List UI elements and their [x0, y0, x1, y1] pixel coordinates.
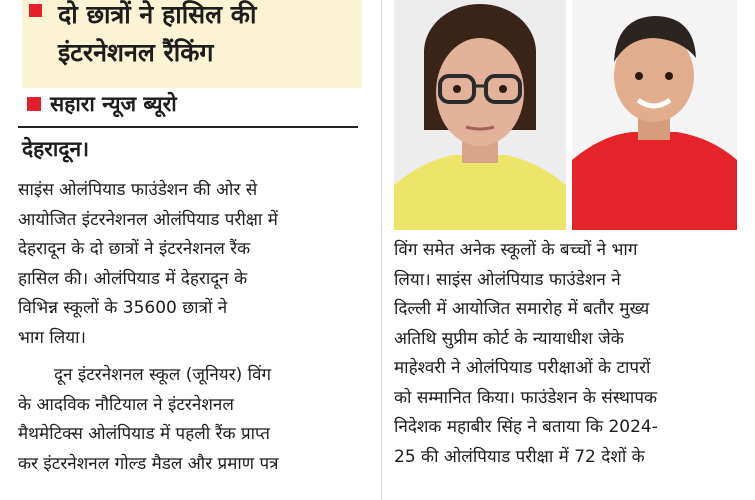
- dateline: देहरादून।: [22, 137, 90, 161]
- body-line: दिल्ली में आयोजित समारोह में बतौर मुख्य: [394, 299, 650, 319]
- body-line: दून इंटरनेशनल स्कूल (जूनियर) विंग: [54, 365, 272, 385]
- body-line: विंग समेत अनेक स्कूलों के बच्चों ने भाग: [394, 240, 638, 260]
- headline-line-2: इंटरनेशनल रैंकिंग: [58, 38, 214, 67]
- boy-portrait-photo: [572, 0, 737, 230]
- body-line: 25 की ओलंपियाड परीक्षा में 72 देशों के: [394, 446, 645, 467]
- byline-bullet-icon: [27, 97, 41, 111]
- body-line: हासिल की। ओलंपियाड में देहरादून के: [18, 268, 248, 289]
- right-column: [394, 236, 737, 472]
- boy-portrait-icon: [572, 0, 737, 230]
- headline-bullet-icon: [29, 4, 42, 17]
- girl-portrait-photo: [394, 0, 566, 230]
- column-separator: [381, 0, 382, 500]
- body-line: माहेश्वरी ने ओलंपियाड परीक्षाओं के टापरों: [394, 358, 651, 378]
- body-line: के आदविक नौटियाल ने इंटरनेशनल: [18, 394, 234, 415]
- headline-line-1: दो छात्रों ने हासिल की: [58, 0, 257, 29]
- body-line: विभिन्न स्कूलों के 35600 छात्रों ने: [18, 298, 228, 318]
- body-line: कर इंटरनेशनल गोल्ड मैडल और प्रमाण पत्र: [18, 453, 279, 474]
- body-line: भाग लिया।: [18, 327, 86, 348]
- left-column: [18, 176, 363, 479]
- byline-rule: [18, 126, 358, 128]
- body-line: निदेशक महाबीर सिंह ने बताया कि 2024-: [394, 417, 658, 437]
- body-line: लिया। साइंस ओलंपियाड फाउंडेशन ने: [394, 269, 621, 290]
- body-line: आयोजित इंटरनेशनल ओलंपियाड परीक्षा में: [18, 209, 278, 230]
- body-line: को सम्मानित किया। फाउंडेशन के संस्थापक: [394, 387, 658, 408]
- byline: सहारा न्यूज ब्यूरो: [50, 92, 177, 116]
- body-line: अतिथि सुप्रीम कोर्ट के न्यायाधीश जेके: [394, 328, 624, 349]
- body-line: साइंस ओलंपियाड फाउंडेशन की ओर से: [18, 180, 258, 200]
- girl-portrait-icon: [394, 0, 566, 230]
- body-line: देहरादून के दो छात्रों ने इंटरनेशनल रैंक: [18, 239, 251, 259]
- body-line: मैथमेटिक्स ओलंपियाड में पहली रैंक प्राप्त: [18, 424, 270, 444]
